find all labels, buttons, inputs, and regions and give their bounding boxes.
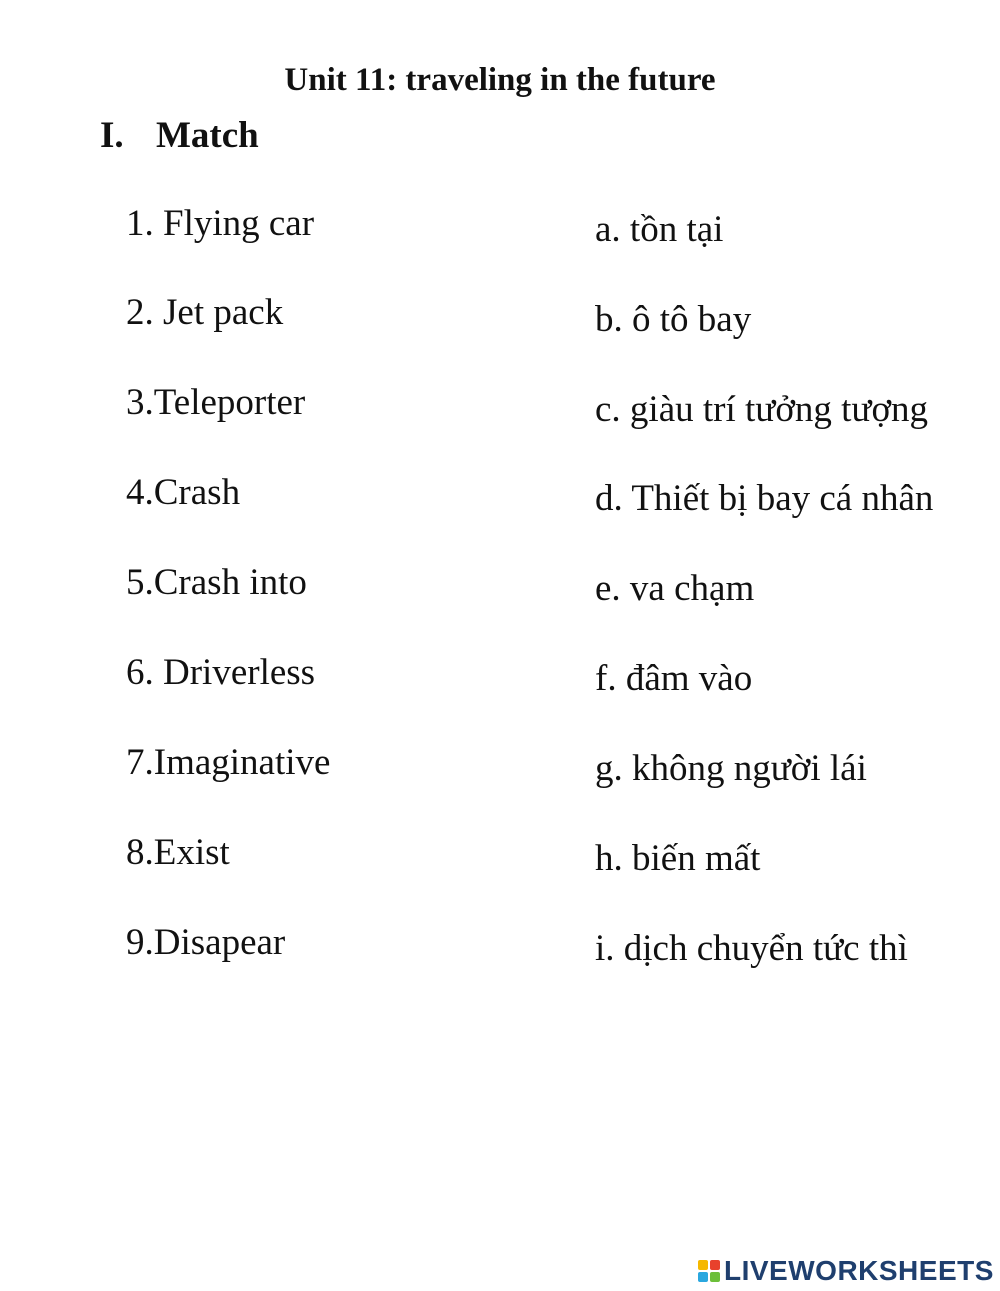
right-item: e. va chạm <box>595 568 755 609</box>
right-item: g. không người lái <box>595 748 867 789</box>
left-item: 3.Teleporter <box>126 382 306 423</box>
brand-name: LIVEWORKSHEETS <box>724 1255 994 1286</box>
left-item: 2. Jet pack <box>126 292 284 333</box>
left-item: 4.Crash <box>126 472 241 513</box>
right-item: h. biến mất <box>595 838 761 879</box>
section-title: Match <box>156 115 259 156</box>
right-item: d. Thiết bị bay cá nhân <box>595 478 934 519</box>
logo-blocks-icon <box>698 1260 720 1282</box>
liveworksheets-logo <box>698 1254 994 1288</box>
left-item: 1. Flying car <box>126 203 315 244</box>
right-item: b. ô tô bay <box>595 299 752 340</box>
left-item: 7.Imaginative <box>126 742 331 783</box>
right-item: c. giàu trí tưởng tượng <box>595 389 929 430</box>
section-heading <box>100 112 259 160</box>
left-item: 9.Disapear <box>126 922 286 963</box>
right-item: f. đâm vào <box>595 658 753 699</box>
right-item: i. dịch chuyển tức thì <box>595 928 908 969</box>
right-item: a. tồn tại <box>595 209 724 250</box>
left-item: 6. Driverless <box>126 652 316 693</box>
left-item: 5.Crash into <box>126 562 307 603</box>
section-number: I. <box>100 115 124 156</box>
page-title: Unit 11: traveling in the future <box>284 62 716 98</box>
left-item: 8.Exist <box>126 832 230 873</box>
